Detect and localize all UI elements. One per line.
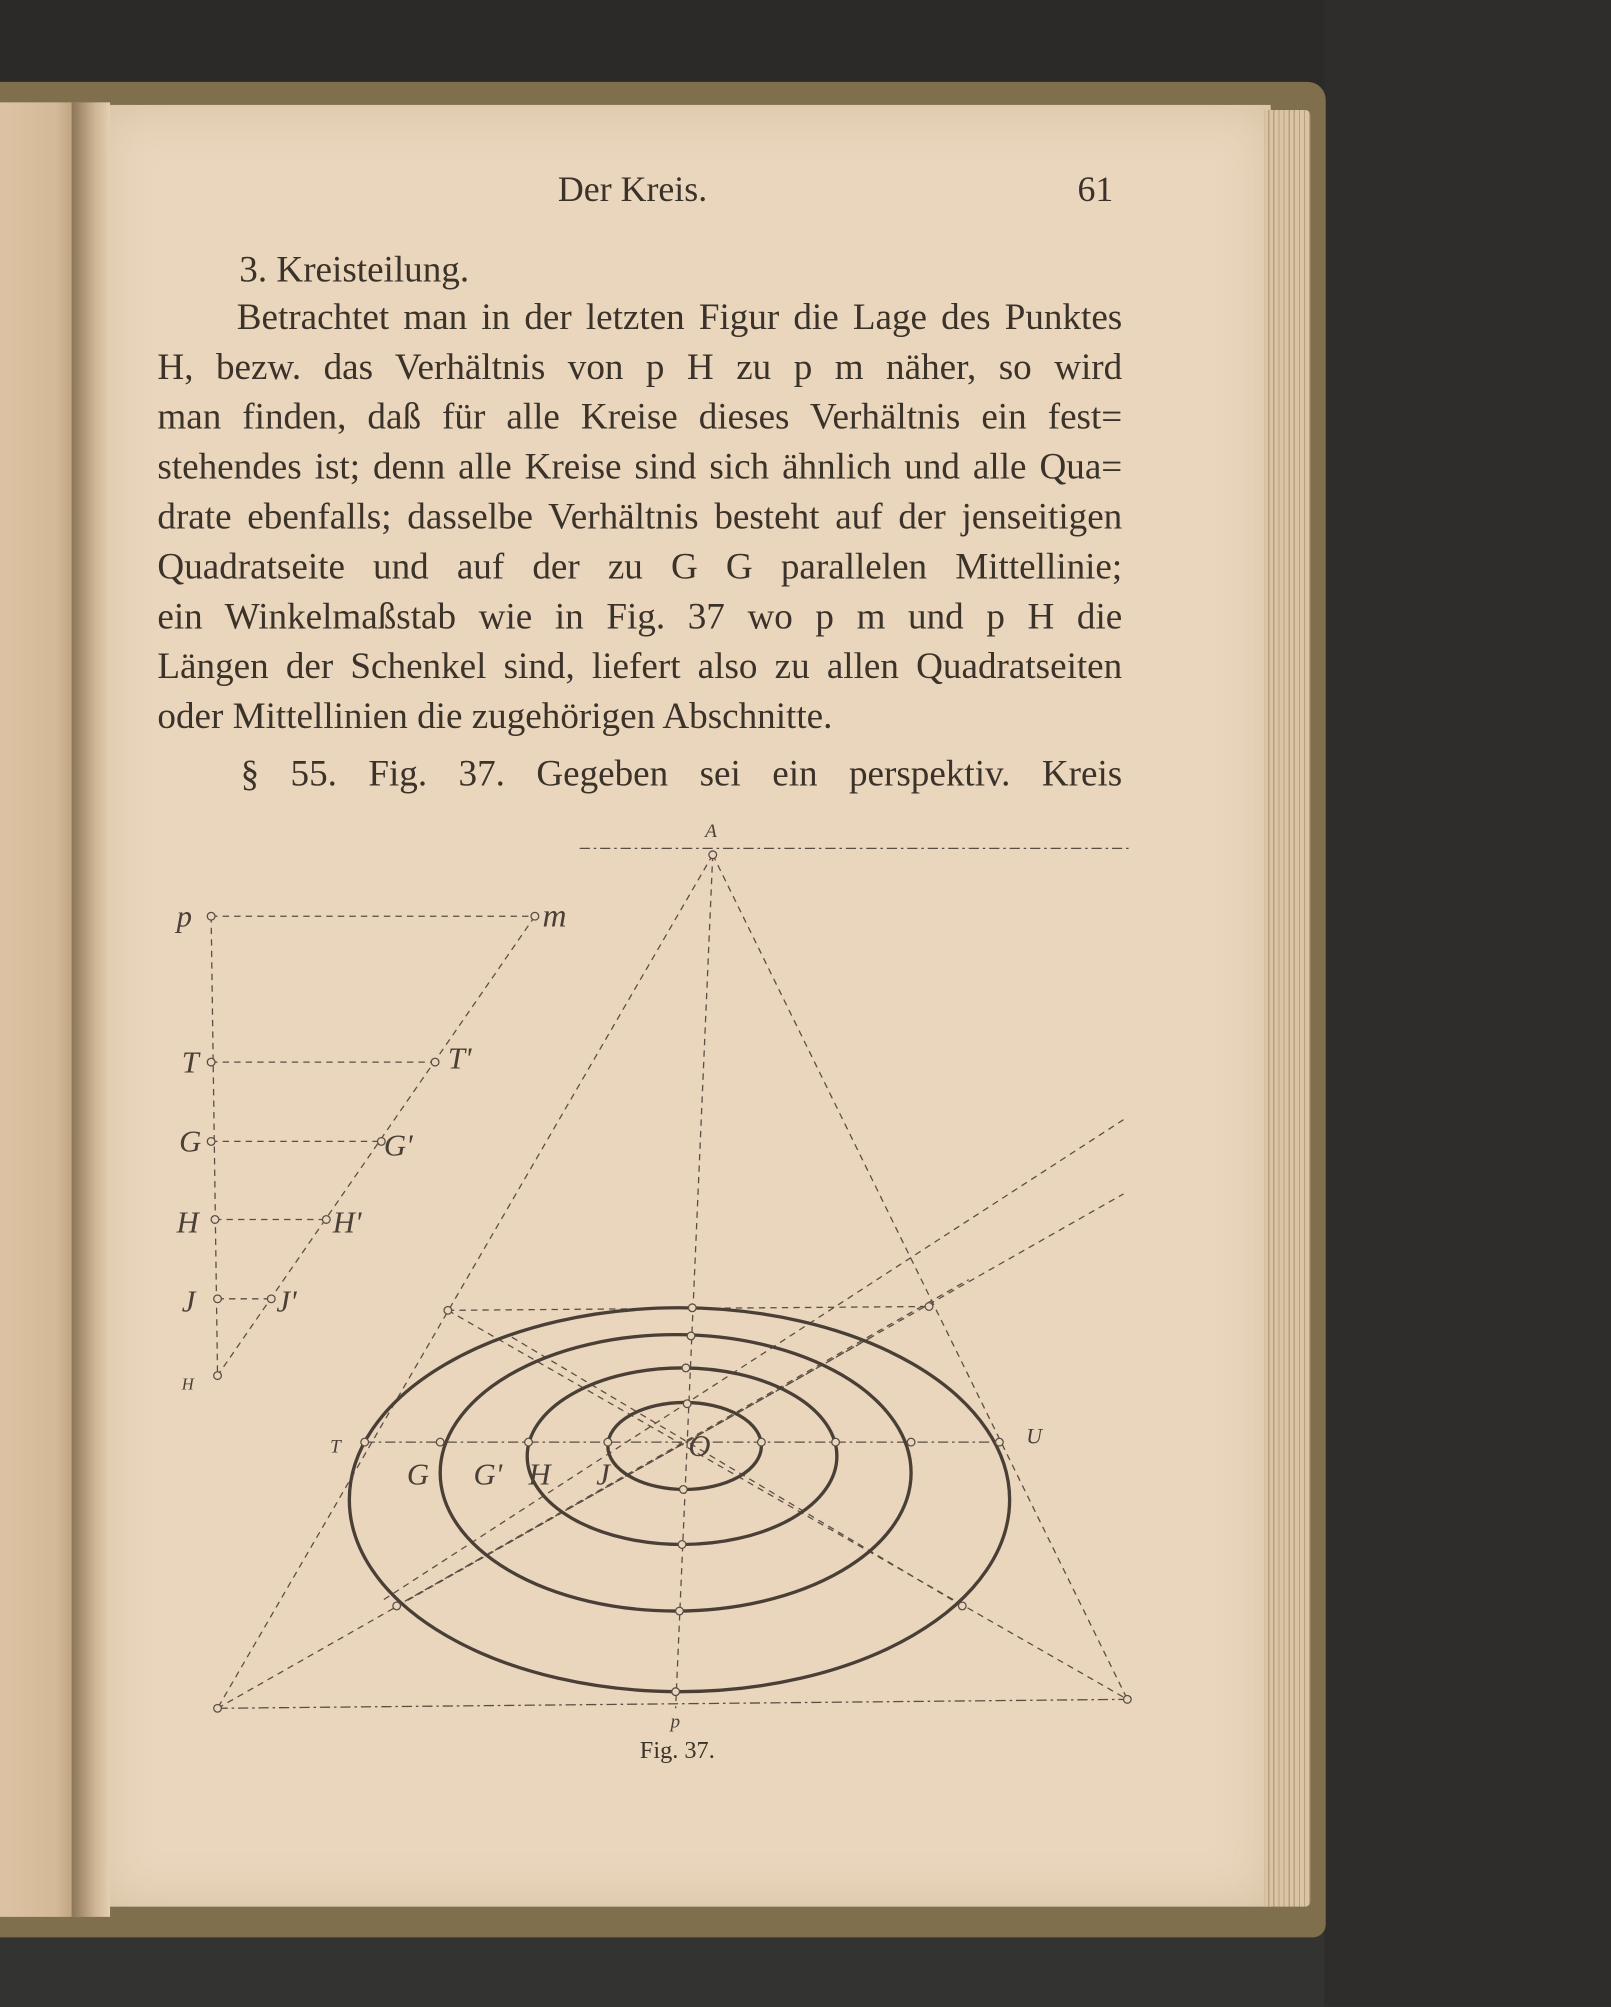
label-h-small: H xyxy=(181,1374,194,1394)
section-55-line: § 55. Fig. 37. Gegeben sei ein perspektiv. Kreis xyxy=(240,753,1123,795)
triangle-right-side xyxy=(713,855,1128,1700)
scale-vertical-line xyxy=(211,916,217,1375)
paragraph-line: Längen der Schenkel sind, liefert also zu allen Quadratseiten xyxy=(157,646,1123,688)
label-j: J xyxy=(181,1284,196,1319)
label-j-prime: J' xyxy=(276,1284,297,1319)
center-vertical-line xyxy=(676,855,713,1709)
label-h-inner: H xyxy=(528,1457,551,1492)
construction-points xyxy=(207,851,1131,1712)
outer-ellipse xyxy=(349,1308,1009,1692)
paragraph-line: ein Winkelmaßstab wie in Fig. 37 wo p m und p H die xyxy=(157,596,1123,638)
page-number: 61 xyxy=(1077,170,1114,210)
label-h: H xyxy=(176,1205,199,1240)
label-h-prime: H' xyxy=(332,1205,362,1240)
paragraph-line: drate ebenfalls; dasselbe Verhältnis besteht auf der jenseitigen xyxy=(157,496,1123,538)
second-ellipse xyxy=(440,1335,911,1611)
label-t: T xyxy=(181,1045,199,1080)
paragraph-line: man finden, daß für alle Kreise dieses Verhältnis ein fest= xyxy=(157,396,1123,438)
label-g-inner: G xyxy=(406,1457,430,1492)
section-heading: 3. Kreisteilung. xyxy=(239,249,470,291)
label-u: U xyxy=(1026,1424,1042,1449)
label-t-point: T xyxy=(330,1436,341,1458)
label-t-prime: T' xyxy=(447,1041,472,1076)
label-g-prime: G' xyxy=(383,1128,413,1163)
figure-caption: Fig. 37. xyxy=(639,1737,715,1765)
radial-line xyxy=(512,1337,962,1606)
label-p-bottom: p xyxy=(670,1711,681,1733)
label-o: O xyxy=(688,1429,711,1464)
diagonal-line xyxy=(384,1120,1124,1600)
paragraph-line: stehendes ist; denn alle Kreise sind sich ähnlich und alle Qua= xyxy=(157,446,1123,488)
paragraph-line: Betrachtet man in der letzten Figur die Lage des Punktes xyxy=(236,296,1123,338)
label-j-inner: J xyxy=(596,1457,610,1492)
triangle-left-side xyxy=(218,855,713,1709)
label-m: m xyxy=(542,897,567,935)
inner-ellipse xyxy=(608,1402,762,1489)
scale-diagonal-line xyxy=(218,916,535,1375)
label-g-prime-inner: G' xyxy=(473,1457,503,1492)
running-title: Der Kreis. xyxy=(557,170,708,210)
paragraph-line: H, bezw. das Verhältnis von p H zu p m näher, so wird xyxy=(157,346,1123,388)
paragraph-line: Quadratseite und auf der zu G G parallelen Mittellinie; xyxy=(157,546,1123,588)
label-a: A xyxy=(705,820,717,842)
third-ellipse xyxy=(527,1368,837,1545)
label-g: G xyxy=(179,1124,202,1159)
label-p: p xyxy=(176,899,192,934)
paragraph-line: oder Mittellinien die zugehörigen Abschnitte. xyxy=(157,696,833,738)
radial-line xyxy=(397,1337,872,1606)
diagonal-line xyxy=(448,1310,1127,1699)
base-line xyxy=(218,1699,1128,1708)
